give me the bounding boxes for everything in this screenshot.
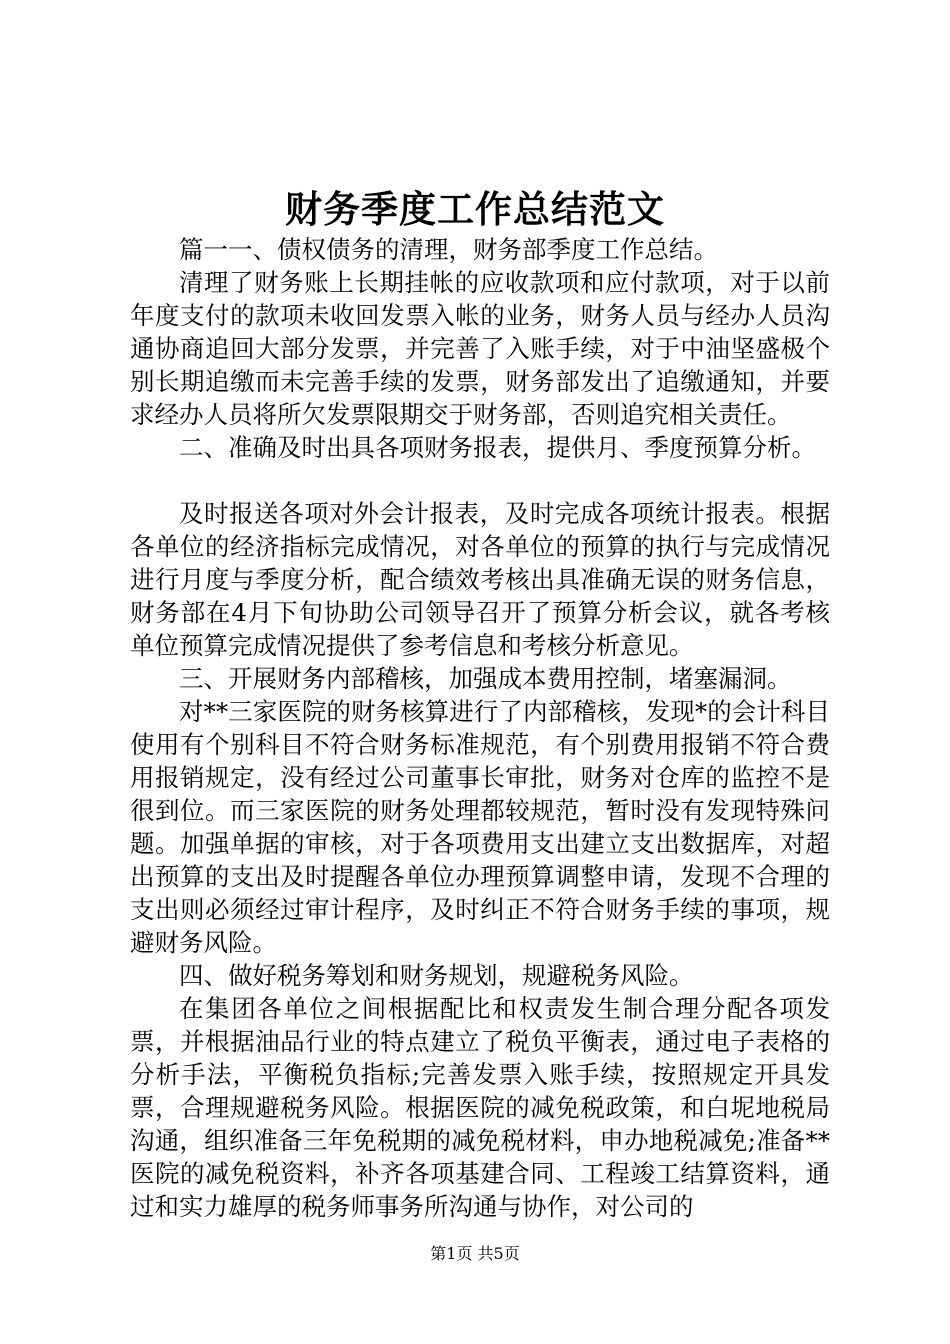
paragraph-section-2-body: 及时报送各项对外会计报表，及时完成各项统计报表。根据各单位的经济指标完成情况，对各单位的预算的执行与完成情况进行月度与季度分析，配合绩效考核出具准确无误的财务信息，财务部在4月下旬协助公司领导召开了预算分析会议，就各考核单位预算完成情况提供了参考信息和考核分析意见。: [130, 499, 830, 660]
paragraph-section-3-body: 对**三家医院的财务核算进行了内部稽核，发现*的会计科目使用有个别科目不符合财务标准规范，有个别费用报销不符合费用报销规定，没有经过公司董事长审批，财务对仓库的监控不是很到位。而三家医院的财务处理都较规范，暂时没有发现特殊问题。加强单据的审核，对于各项费用支出建立支出数据库，对超出预算的支出及时提醒各单位办理预算调整申请，发现不合理的支出则必须经过审计程序，及时纠正不符合财务手续的事项，规避财务风险。: [130, 697, 830, 957]
paragraph-section-2-heading: 二、准确及时出具各项财务报表，提供月、季度预算分析。: [179, 433, 816, 462]
paragraph-section-1-heading: 篇一一、债权债务的清理，财务部季度工作总结。: [179, 235, 718, 264]
paragraph-section-3-heading: 三、开展财务内部稽核，加强成本费用控制，堵塞漏洞。: [179, 664, 792, 693]
page-footer: 第1页 共5页: [430, 1244, 520, 1263]
document-title: 财务季度工作总结范文: [285, 187, 665, 231]
document-body: [130, 233, 830, 1223]
paragraph-section-1-body: 清理了财务账上长期挂帐的应收款项和应付款项，对于以前年度支付的款项未收回发票入帐的业务，财务人员与经办人员沟通协商追回大部分发票，并完善了入账手续，对于中油坚盛极个别长期追缴而未完善手续的发票，财务部发出了追缴通知，并要求经办人员将所欠发票限期交于财务部，否则追究相关责任。: [130, 268, 830, 429]
paragraph-section-4-body: 在集团各单位之间根据配比和权责发生制合理分配各项发票，并根据油品行业的特点建立了税负平衡表，通过电子表格的分析手法，平衡税负指标;完善发票入账手续，按照规定开具发票，合理规避税务风险。根据医院的减免税政策，和白坭地税局沟通，组织准备三年免税期的减免税材料，申办地税减免;准备**医院的减免税资料，补齐各项基建合同、工程竣工结算资料，通过和实力雄厚的税务师事务所沟通与协作，对公司的: [130, 994, 830, 1221]
paragraph-section-4-heading: 四、做好税务筹划和财务规划，规避税务风险。: [179, 961, 694, 990]
